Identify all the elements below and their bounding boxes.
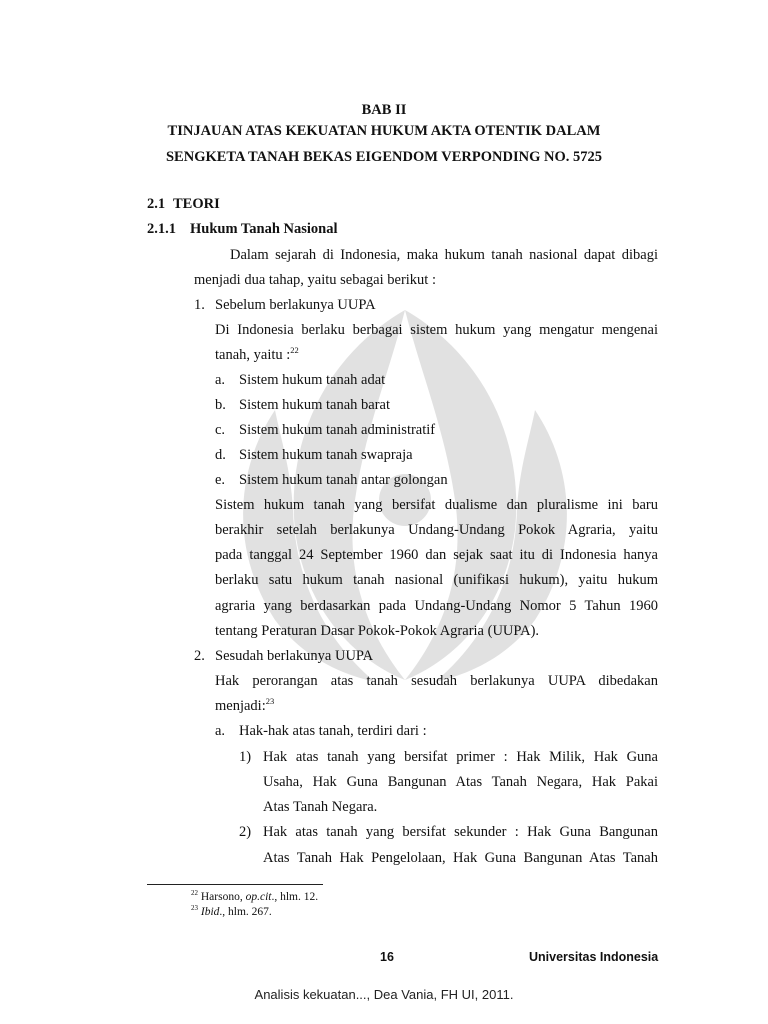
numbered-item-number: 2) — [239, 824, 252, 840]
intro-line-1: Dalam sejarah di Indonesia, maka hukum tanah nasional dapat dibagi — [230, 247, 658, 263]
sublist-text: Sistem hukum tanah antar golongan — [239, 472, 448, 488]
section-title: TEORI — [173, 196, 220, 212]
paragraph-line: tanah, yaitu :$^{22}$ — [215, 345, 299, 363]
paragraph-line: tentang Peraturan Dasar Pokok-Pokok Agraria (UUPA). — [215, 623, 540, 639]
sublist-letter: a. — [215, 723, 226, 739]
sublist-text: Sistem hukum tanah administratif — [239, 422, 436, 438]
sublist-text: Hak-hak atas tanah, terdiri dari : — [239, 723, 427, 739]
institution-name: Universitas Indonesia — [529, 950, 659, 964]
sublist-letter: c. — [215, 422, 226, 438]
numbered-item-line: Hak atas tanah yang bersifat sekunder : Hak Guna Bangunan — [263, 824, 658, 840]
numbered-item-line: Hak atas tanah yang bersifat primer : Hak Milik, Hak Guna — [263, 749, 658, 765]
chapter-title-line-2: SENGKETA TANAH BEKAS EIGENDOM VERPONDING NO. 5725 — [165, 149, 602, 165]
paragraph-line: agraria yang berdasarkan pada Undang-Undang Nomor 5 Tahun 1960 — [215, 598, 658, 614]
sublist-letter: b. — [215, 397, 226, 413]
subsection-title: Hukum Tanah Nasional — [190, 221, 338, 237]
sublist-text: Sistem hukum tanah barat — [239, 397, 391, 413]
subsection-number: 2.1.1 — [147, 221, 176, 237]
intro-line-2: menjadi dua tahap, yaitu sebagai berikut : — [194, 272, 436, 288]
sublist-letter: d. — [215, 447, 226, 463]
sublist-letter: e. — [215, 472, 226, 488]
numbered-item-line: Usaha, Hak Guna Bangunan Atas Tanah Negara, Hak Pakai — [263, 774, 658, 790]
chapter-label: BAB II — [361, 102, 407, 118]
list-item-title: Sebelum berlakunya UUPA — [215, 297, 376, 313]
paragraph-line: berlaku satu hukum tanah nasional (unifikasi hukum), yaitu hukum — [215, 572, 658, 588]
chapter-title-line-1: TINJAUAN ATAS KEKUATAN HUKUM AKTA OTENTIK DALAM — [167, 123, 601, 139]
numbered-item-number: 1) — [239, 749, 252, 765]
numbered-item-line: Atas Tanah Hak Pengelolaan, Hak Guna Bangunan Atas Tanah — [263, 850, 658, 866]
numbered-item-line: Atas Tanah Negara. — [263, 799, 378, 815]
footnote-ref: 23 — [265, 696, 275, 706]
paragraph-line: berakhir setelah berlakunya Undang-Undang Pokok Agraria, yaitu — [215, 522, 658, 538]
sublist-text: Sistem hukum tanah swapraja — [239, 447, 413, 463]
sublist-text: Sistem hukum tanah adat — [239, 372, 386, 388]
paragraph-line: pada tanggal 24 September 1960 dan sejak saat itu di Indonesia hanya — [215, 547, 658, 563]
paragraph-line: Di Indonesia berlaku berbagai sistem hukum yang mengatur mengenai — [215, 322, 658, 338]
list-item-number: 2. — [194, 648, 205, 664]
list-item-title: Sesudah berlakunya UUPA — [215, 648, 374, 664]
page-number: 16 — [380, 950, 394, 964]
citation-footer: Analisis kekuatan..., Dea Vania, FH UI, 2011. — [254, 987, 514, 1002]
footnote-23: $^{23}$ Ibid., hlm. 267. — [191, 904, 272, 918]
list-item-number: 1. — [194, 297, 205, 313]
paragraph-line: Hak perorangan atas tanah sesudah berlakunya UUPA dibedakan — [215, 673, 658, 689]
paragraph-line: Sistem hukum tanah yang bersifat dualisme dan pluralisme ini baru — [215, 497, 658, 513]
section-number: 2.1 — [147, 196, 166, 212]
footnote-22: $^{22}$ Harsono, op.cit., hlm. 12. — [191, 889, 319, 903]
paragraph-line: menjadi:$^{23}$ — [215, 696, 275, 714]
sublist-letter: a. — [215, 372, 226, 388]
footnote-ref: 22 — [290, 345, 299, 355]
footnote-divider — [147, 884, 323, 885]
